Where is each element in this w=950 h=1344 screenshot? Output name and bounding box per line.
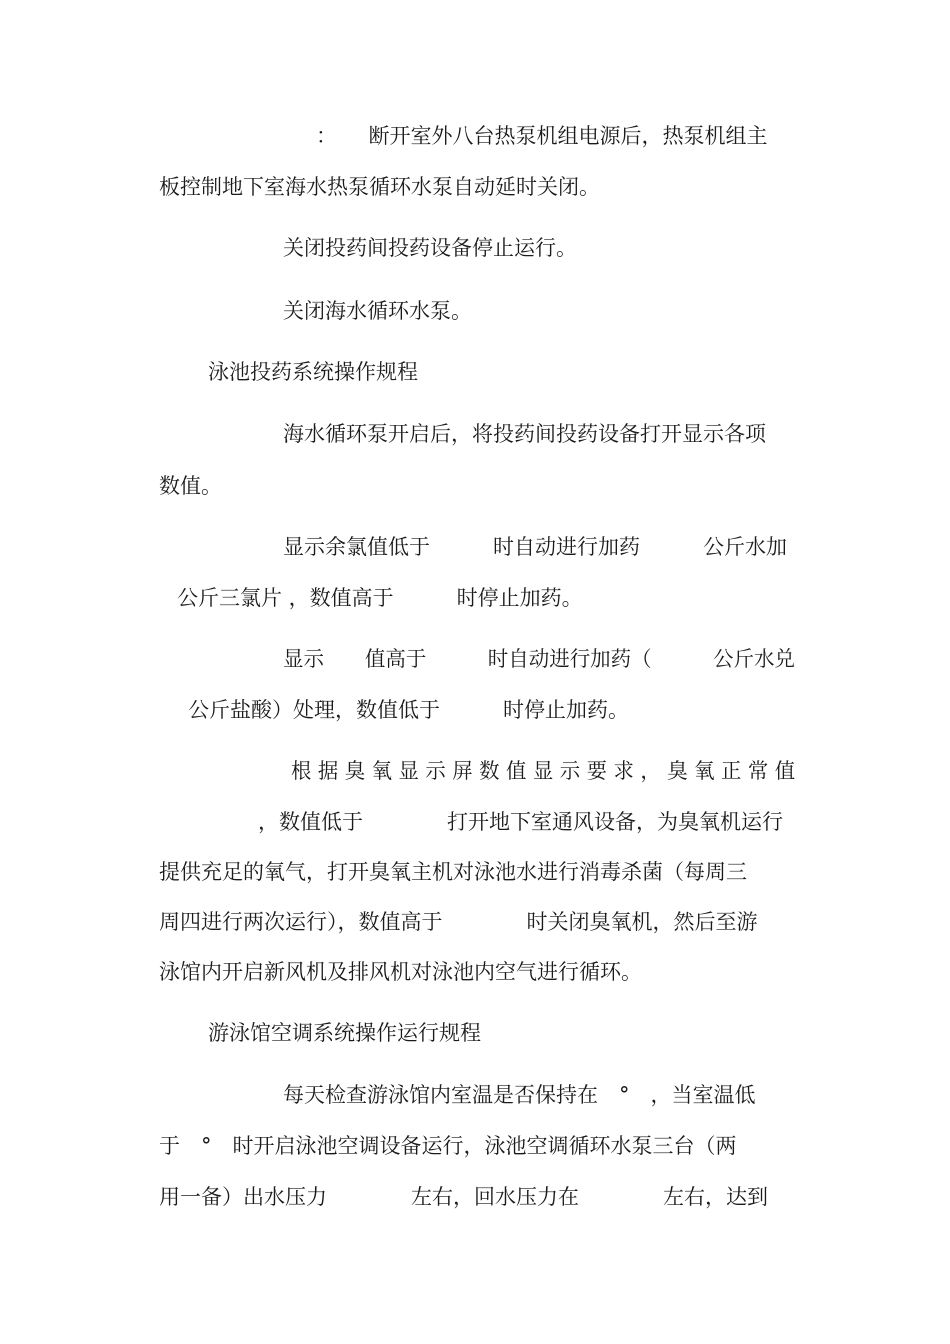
text-line-7: 数值。	[159, 474, 222, 498]
text-line-6: 海水循环泵开启后，将投药间投药设备打开显示各项	[283, 422, 766, 446]
text-line-19: 于 ° 时开启泳池空调设备运行，泳池空调循环水泵三台（两	[159, 1134, 737, 1158]
text-line-1: ： 断开室外八台热泵机组电源后，热泵机组主	[316, 124, 768, 148]
section-heading-1: 泳池投药系统操作规程	[208, 360, 418, 384]
text-line-12: 根 据 臭 氧 显 示 屏 数 值 显 示 要 求 ， 臭 氧 正 常 值	[291, 759, 796, 783]
text-line-3: 关闭投药间投药设备停止运行。	[283, 236, 577, 260]
text-line-18: 每天检查游泳馆内室温是否保持在 ° ，当室温低	[283, 1083, 756, 1107]
text-line-16: 泳馆内开启新风机及排风机对泳池内空气进行循环。	[159, 960, 642, 984]
text-line-13: ，数值低于 打开地下室通风设备，为臭氧机运行	[258, 810, 783, 834]
text-line-8: 显示余氯值低于 时自动进行加药 公斤水加	[283, 535, 787, 559]
text-line-4: 关闭海水循环水泵。	[283, 299, 472, 323]
section-heading-2: 游泳馆空调系统操作运行规程	[208, 1021, 481, 1045]
text-line-11: 公斤盐酸）处理，数值低于 时停止加药。	[188, 698, 629, 722]
text-line-9: 公斤三氯片 ，数值高于 时停止加药。	[177, 586, 583, 610]
text-line-20: 用一备）出水压力 左右，回水压力在 左右，达到	[159, 1185, 768, 1209]
text-line-14: 提供充足的氧气，打开臭氧主机对泳池水进行消毒杀菌（每周三	[159, 860, 747, 884]
text-line-10: 显示 值高于 时自动进行加药（ 公斤水兑	[283, 647, 795, 671]
text-line-2: 板控制地下室海水热泵循环水泵自动延时关闭。	[159, 175, 600, 199]
text-line-15: 周四进行两次运行），数值高于 时关闭臭氧机，然后至游	[159, 910, 758, 934]
